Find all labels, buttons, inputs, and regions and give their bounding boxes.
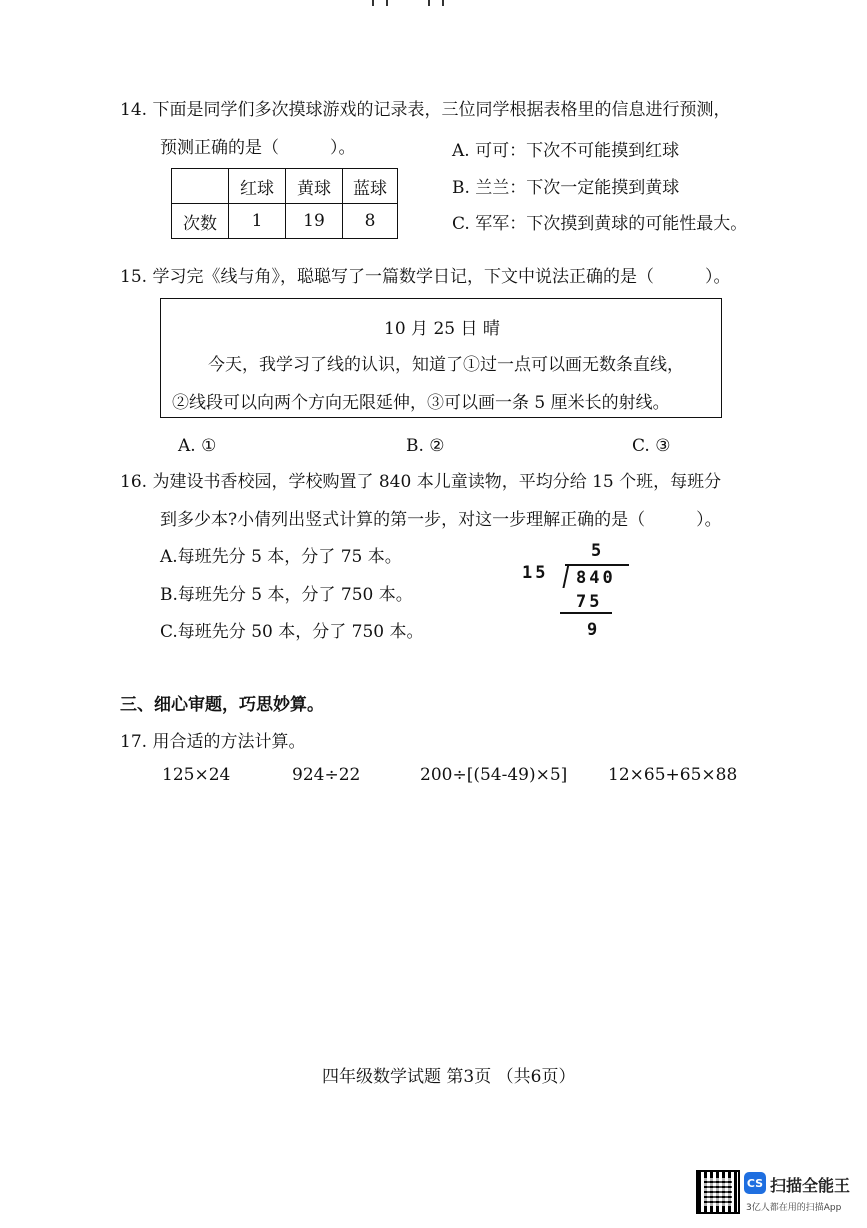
q16-option-c: C.每班先分 50 本，分了 750 本。 [160, 622, 424, 642]
diary-line2: ②线段可以向两个方向无限延伸，③可以画一条 5 厘米长的射线。 [172, 393, 670, 413]
division-bracket-side [562, 564, 569, 588]
division-dividend: 840 [576, 568, 616, 588]
table-header-row [172, 169, 398, 204]
scan-mark [428, 0, 430, 6]
qr-code-icon [696, 1170, 740, 1214]
division-underline [560, 612, 612, 614]
table-header-blue: 蓝球 [343, 169, 398, 204]
division-remainder: 9 [587, 620, 598, 640]
scanner-logo-icon: CS [744, 1172, 766, 1194]
q15-option-a: A. ① [178, 436, 217, 456]
scan-mark [386, 0, 388, 6]
scan-mark [372, 0, 374, 6]
table-header-red: 红球 [229, 169, 286, 204]
table-row [172, 204, 398, 239]
q16-stem-line1: 16. 为建设书香校园，学校购置了 840 本儿童读物，平均分给 15 个班，每班分 [120, 472, 722, 492]
q16-option-b: B.每班先分 5 本，分了 750 本。 [160, 585, 413, 605]
table-cell-blue: 8 [343, 204, 398, 239]
page-footer: 四年级数学试题 第3页 （共6页） [322, 1067, 576, 1087]
table-cell-red: 1 [229, 204, 286, 239]
table-row-label: 次数 [172, 204, 229, 239]
scanner-tagline: 3亿人都在用的扫描App [746, 1203, 842, 1213]
q14-stem-line1: 14. 下面是同学们多次摸球游戏的记录表，三位同学根据表格里的信息进行预测， [120, 100, 731, 120]
scan-mark [442, 0, 444, 6]
division-bracket-top [565, 564, 629, 566]
diary-date: 10 月 25 日 晴 [384, 319, 500, 339]
expression-3: 200÷[(54-49)×5] [420, 765, 568, 785]
division-product: 75 [576, 592, 603, 612]
q15-option-b: B. ② [406, 436, 445, 456]
section-heading: 三、细心审题，巧思妙算。 [120, 695, 324, 715]
table-corner-cell [172, 169, 229, 204]
q15-stem: 15. 学习完《线与角》，聪聪写了一篇数学日记，下文中说法正确的是（ ）。 [120, 267, 731, 287]
q14-option-a: A. 可可：下次不可能摸到红球 [452, 141, 680, 161]
q14-option-b: B. 兰兰：下次一定能摸到黄球 [452, 178, 680, 198]
q16-option-a: A.每班先分 5 本，分了 75 本。 [160, 547, 402, 567]
division-divisor: 15 [522, 563, 549, 583]
table-header-yellow: 黄球 [286, 169, 343, 204]
scanner-brand-name: 扫描全能王 [770, 1176, 851, 1195]
q16-stem-line2: 到多少本?小倩列出竖式计算的第一步，对这一步理解正确的是（ ）。 [160, 510, 722, 530]
diary-line1: 今天，我学习了线的认识，知道了①过一点可以画无数条直线， [208, 355, 684, 375]
q14-stem-line2: 预测正确的是（ ）。 [160, 138, 356, 158]
expression-4: 12×65+65×88 [608, 765, 738, 785]
table-cell-yellow: 19 [286, 204, 343, 239]
expression-1: 125×24 [162, 765, 231, 785]
expression-2: 924÷22 [292, 765, 361, 785]
q17-stem: 17. 用合适的方法计算。 [120, 732, 306, 752]
ball-record-table [171, 168, 398, 239]
q14-option-c: C. 军军：下次摸到黄球的可能性最大。 [452, 214, 748, 234]
division-quotient: 5 [591, 541, 602, 561]
q15-option-c: C. ③ [632, 436, 671, 456]
